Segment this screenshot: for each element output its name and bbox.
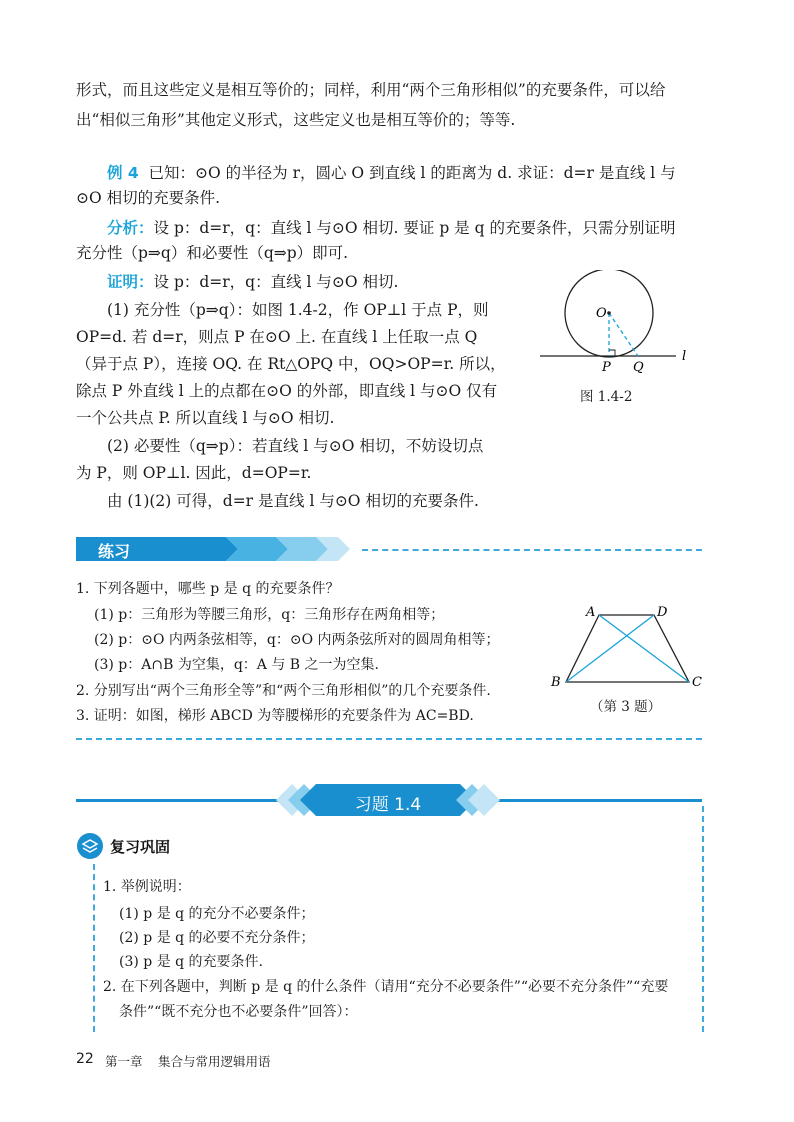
example-label: 例 4: [107, 164, 139, 182]
trapezoid-abcd: [566, 615, 689, 682]
footer-chapter: 第一章: [105, 1054, 143, 1069]
practice-q1: 1. 下列各题中，哪些 p 是 q 的充要条件？: [76, 581, 340, 597]
label-d: D: [657, 605, 668, 620]
proof-line-2: OP=d. 若 d=r，则点 P 在⊙O 上. 在直线 l 上任取一点 Q: [76, 328, 478, 346]
exercise-q2-line-2: 条件”“既不充分也不必要条件”回答）：: [119, 1004, 358, 1020]
label-p: P: [602, 360, 611, 375]
page-number: 22: [76, 1051, 94, 1067]
label-b: B: [551, 675, 561, 690]
trapezoid-figure: [544, 600, 714, 692]
exercise-title: 习题 1.4: [354, 795, 422, 815]
practice-divider-top: [362, 549, 702, 551]
example-4-line-1: 例 4 已知：⊙O 的半径为 r，圆心 O 到直线 l 的距离为 d. 求证：d=r 是直线 l 与: [107, 164, 676, 182]
proof-label: 证明：: [107, 273, 154, 291]
diagonal-bd: [566, 615, 654, 682]
proof-line-6: (2) 必要性（q⇒p）：若直线 l 与⊙O 相切，不妨设切点: [107, 437, 484, 455]
practice-divider-bottom: [76, 738, 702, 740]
right-angle-mark: [609, 350, 615, 356]
figure-caption: 图 1.4-2: [580, 389, 633, 405]
label-a: A: [586, 605, 596, 620]
practice-q2: 2. 分别写出“两个三角形全等”和“两个三角形相似”的几个充要条件.: [76, 683, 491, 699]
proof-line-1: (1) 充分性（p⇒q）：如图 1.4-2，作 OP⊥l 于点 P，则: [107, 301, 489, 319]
trapezoid-caption: （第 3 题）: [590, 699, 662, 715]
proof-line-5: 一个公共点 P. 所以直线 l 与⊙O 相切.: [76, 409, 335, 427]
example-4-line-2: ⊙O 相切的充要条件.: [76, 189, 221, 207]
proof-line-0: 证明：设 p：d=r，q：直线 l 与⊙O 相切.: [107, 273, 399, 291]
analysis-label: 分析：: [107, 219, 154, 237]
label-q: Q: [633, 360, 644, 375]
exercise-q1b: (2) p 是 q 的必要不充分条件；: [119, 930, 315, 946]
tangent-circle-figure: [536, 270, 706, 378]
practice-q1a: (1) p：三角形为等腰三角形，q：三角形存在两角相等；: [94, 607, 445, 623]
intro-line-2: 出“相似三角形”其他定义形式，这些定义也是相互等价的；等等.: [76, 111, 516, 129]
exercise-q1: 1. 举例说明：: [103, 879, 191, 895]
exercise-q1c: (3) p 是 q 的充要条件.: [119, 954, 264, 970]
label-o: O: [596, 306, 607, 321]
intro-line-1: 形式，而且这些定义是相互等价的；同样，利用“两个三角形相似”的充要条件，可以给: [76, 81, 666, 99]
practice-q3: 3. 证明：如图，梯形 ABCD 为等腰梯形的充要条件为 AC=BD.: [76, 708, 474, 724]
proof-line-7: 为 P，则 OP⊥l. 因此，d=OP=r.: [76, 464, 312, 482]
exercise-right-border: [702, 806, 704, 1032]
exercise-left-border: [93, 864, 95, 1032]
segment-oq: [609, 313, 638, 356]
label-c: C: [692, 675, 702, 690]
practice-q1b: (2) p：⊙O 内两条弦相等，q：⊙O 内两条弦所对的圆周角相等；: [94, 632, 500, 648]
proof-line-4: 除点 P 外直线 l 上的点都在⊙O 的外部，即直线 l 与⊙O 仅有: [76, 382, 498, 400]
analysis-line-1: 分析：设 p：d=r，q：直线 l 与⊙O 相切. 要证 p 是 q 的充要条件，只需分别证明: [107, 219, 676, 237]
center-point: [607, 311, 611, 315]
analysis-line-2: 充分性（p⇒q）和必要性（q⇒p）即可.: [76, 244, 349, 262]
proof-line-3: （异于点 P），连接 OQ. 在 Rt△OPQ 中，OQ>OP=r. 所以，: [76, 355, 506, 373]
layers-icon: [76, 832, 104, 860]
practice-q1c: (3) p：A∩B 为空集，q：A 与 B 之一为空集.: [94, 657, 379, 673]
proof-line-8: 由 (1)(2) 可得，d=r 是直线 l 与⊙O 相切的充要条件.: [107, 492, 479, 510]
section-title: 复习巩固: [110, 838, 171, 856]
diagonal-ac: [599, 615, 689, 682]
practice-title: 练习: [98, 542, 131, 561]
footer-title: 集合与常用逻辑用语: [158, 1054, 271, 1069]
exercise-q2-line-1: 2. 在下列各题中，判断 p 是 q 的什么条件（请用“充分不必要条件”“必要不充分条件”“充要: [103, 979, 669, 995]
exercise-q1a: (1) p 是 q 的充分不必要条件；: [119, 906, 315, 922]
label-l: l: [682, 349, 687, 364]
